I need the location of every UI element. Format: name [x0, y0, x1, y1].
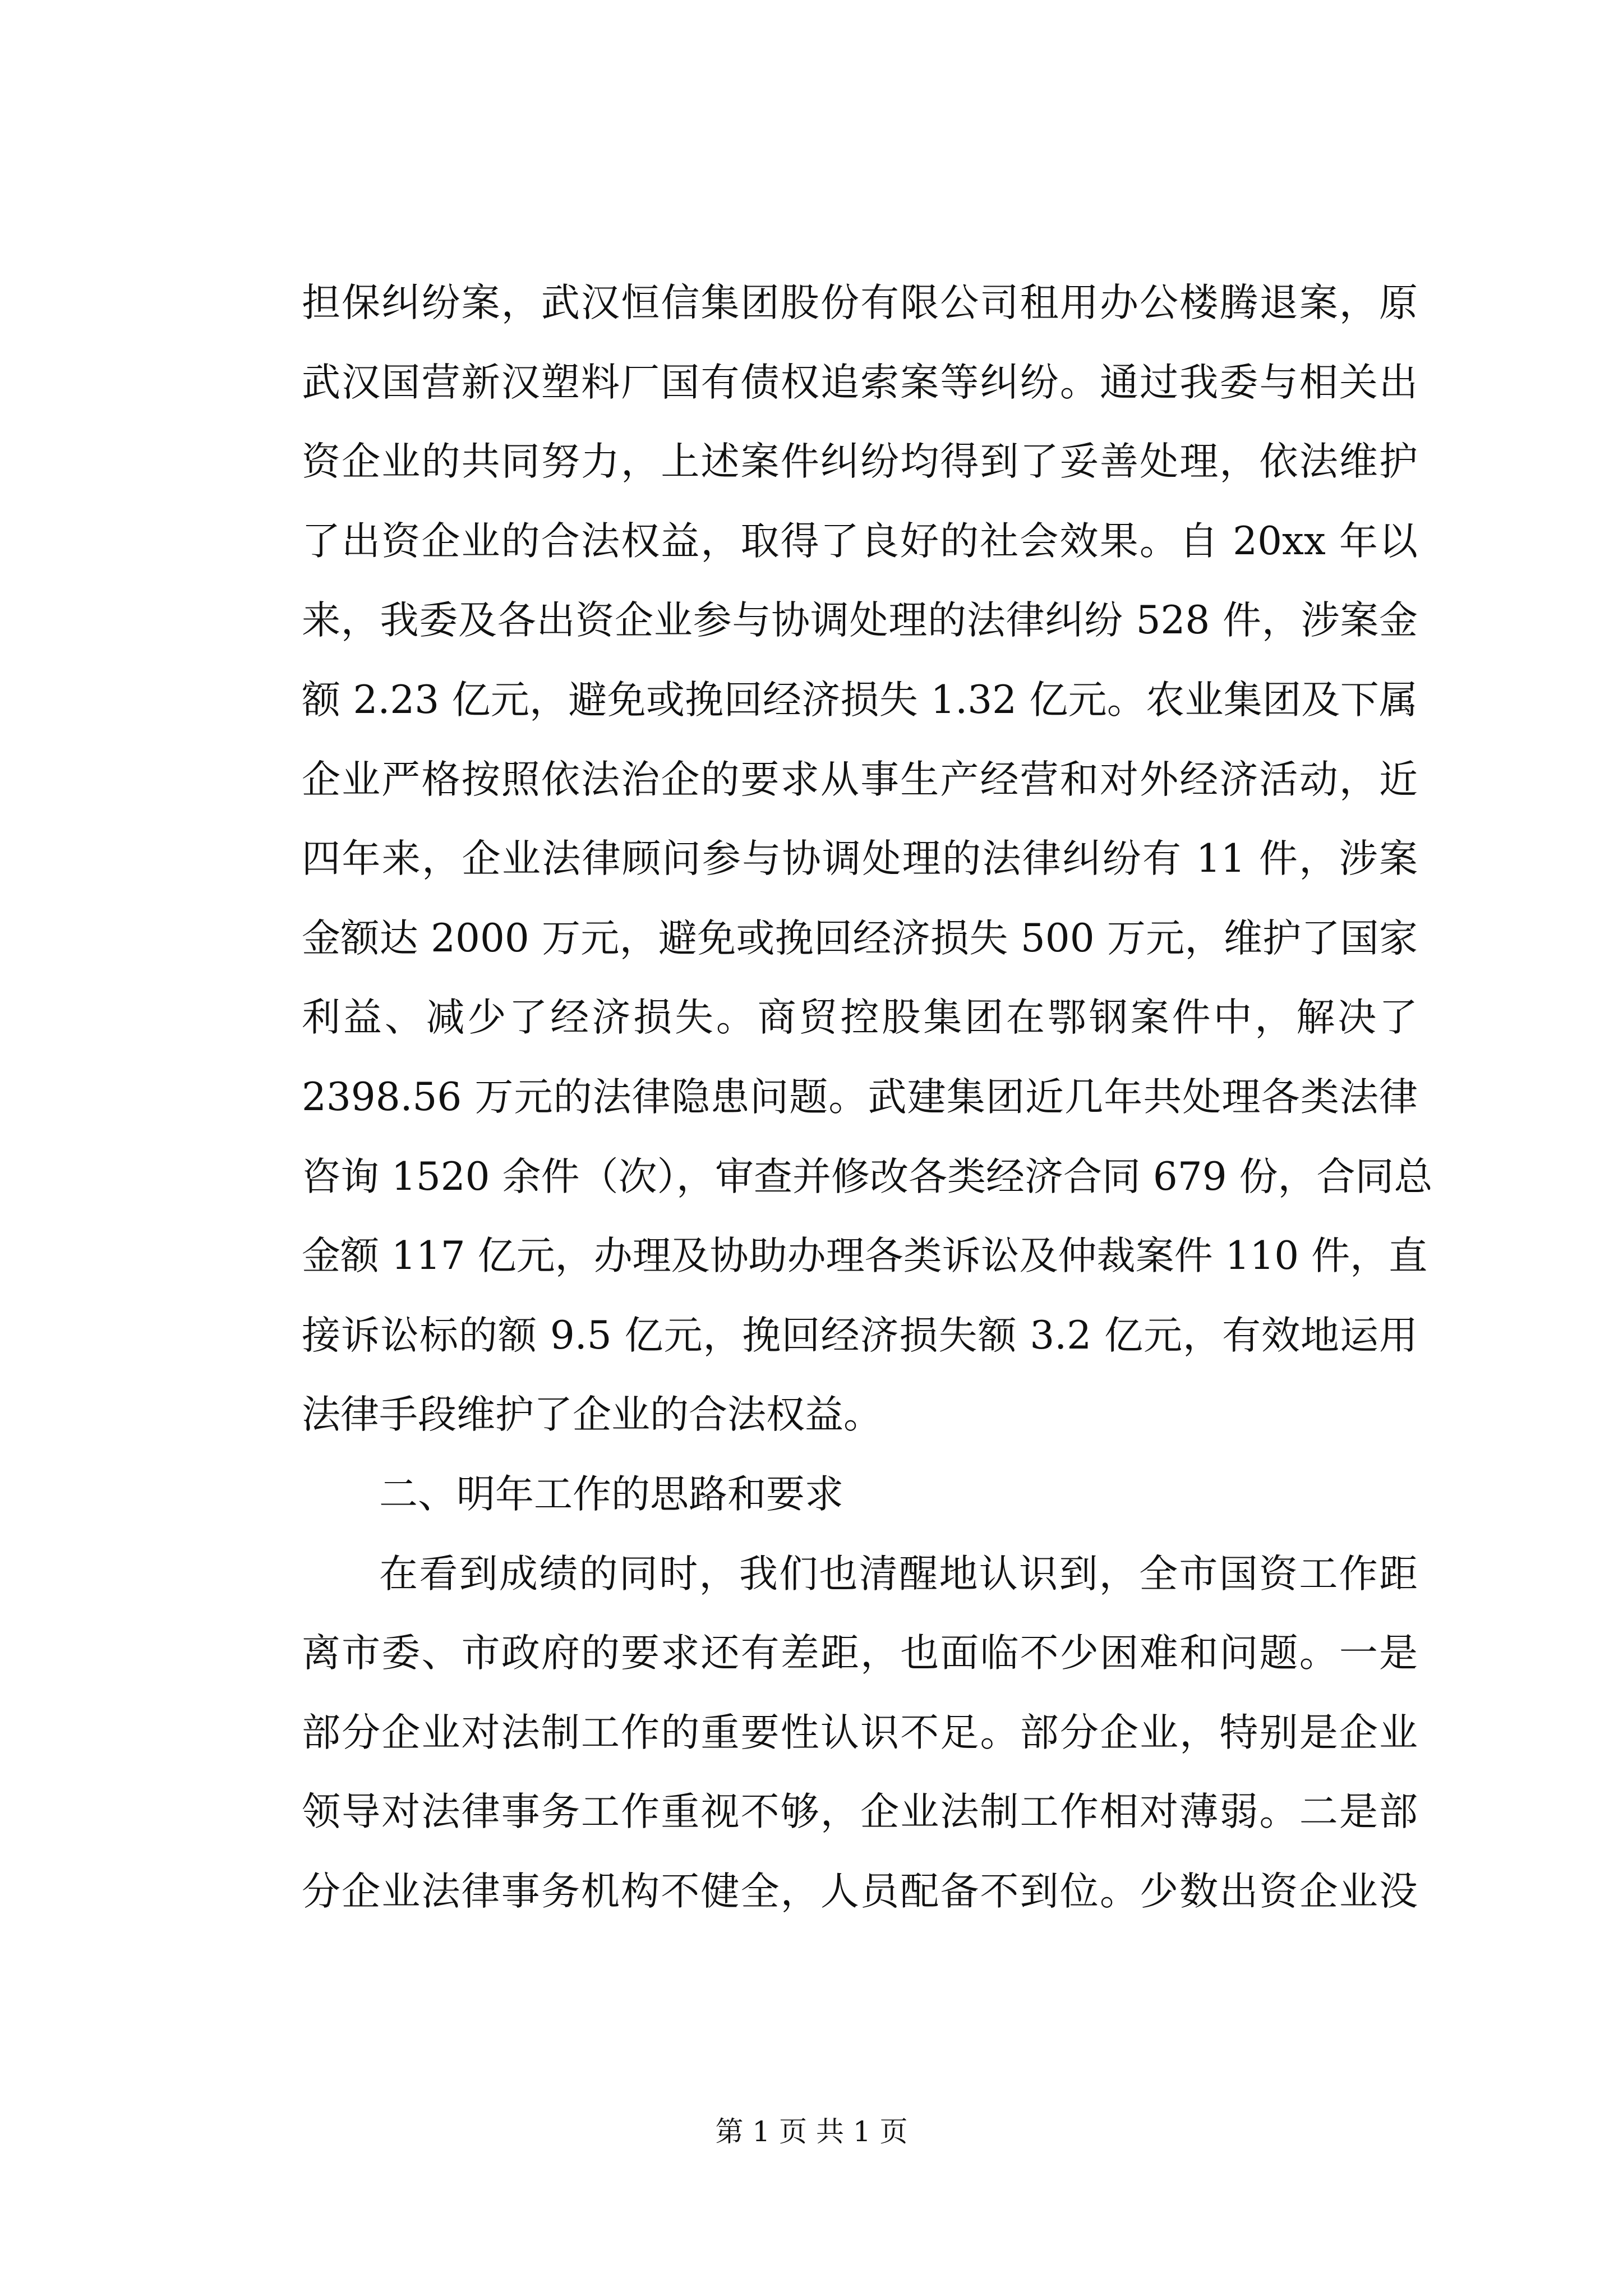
section-heading: 二、明年工作的思路和要求 [379, 1471, 843, 1517]
text-line: 领导对法律事务工作重视不够，企业法制工作相对薄弱。二是部 [302, 1789, 1418, 1835]
text-line: 资企业的共同努力，上述案件纠纷均得到了妥善处理，依法维护 [302, 439, 1418, 485]
text-line: 咨询 1520 余件（次），审查并修改各类经济合同 679 份，合同总 [302, 1154, 1433, 1199]
text-line: 金额达 2000 万元，避免或挽回经济损失 500 万元，维护了国家 [302, 915, 1418, 961]
text-line: 金额 117 亿元，办理及协助办理各类诉讼及仲裁案件 110 件，直 [302, 1234, 1428, 1279]
page-footer: 第 1 页 共 1 页 [715, 2115, 908, 2148]
text-line: 部分企业对法制工作的重要性认识不足。部分企业，特别是企业 [302, 1710, 1418, 1755]
text-line: 了出资企业的合法权益，取得了良好的社会效果。自 20xx 年以 [302, 518, 1418, 564]
text-line: 离市委、市政府的要求还有差距，也面临不少困难和问题。一是 [302, 1631, 1418, 1676]
text-line: 法律手段维护了企业的合法权益。 [302, 1392, 882, 1438]
text-line: 分企业法律事务机构不健全，人员配备不到位。少数出资企业没 [302, 1869, 1418, 1914]
text-line: 企业严格按照依法治企的要求从事生产经营和对外经济活动，近 [302, 757, 1418, 802]
text-line: 额 2.23 亿元，避免或挽回经济损失 1.32 亿元。农业集团及下属 [302, 677, 1418, 723]
document-body [302, 264, 1433, 1931]
text-line: 来，我委及各出资企业参与协调处理的法律纠纷 528 件，涉案金 [302, 598, 1418, 643]
text-line: 2398.56 万元的法律隐患问题。武建集团近几年共处理各类法律 [302, 1074, 1418, 1120]
text-line: 在看到成绩的同时，我们也清醒地认识到，全市国资工作距 [379, 1551, 1418, 1596]
text-line: 武汉国营新汉塑料厂国有债权追索案等纠纷。通过我委与相关出 [302, 360, 1418, 405]
text-line: 利益、减少了经济损失。商贸控股集团在鄂钢案件中，解决了 [302, 995, 1418, 1041]
text-line: 担保纠纷案，武汉恒信集团股份有限公司租用办公楼腾退案，原 [302, 280, 1418, 325]
text-line: 四年来，企业法律顾问参与协调处理的法律纠纷有 11 件，涉案 [302, 836, 1418, 882]
text-line: 接诉讼标的额 9.5 亿元，挽回经济损失额 3.2 亿元，有效地运用 [302, 1313, 1418, 1358]
